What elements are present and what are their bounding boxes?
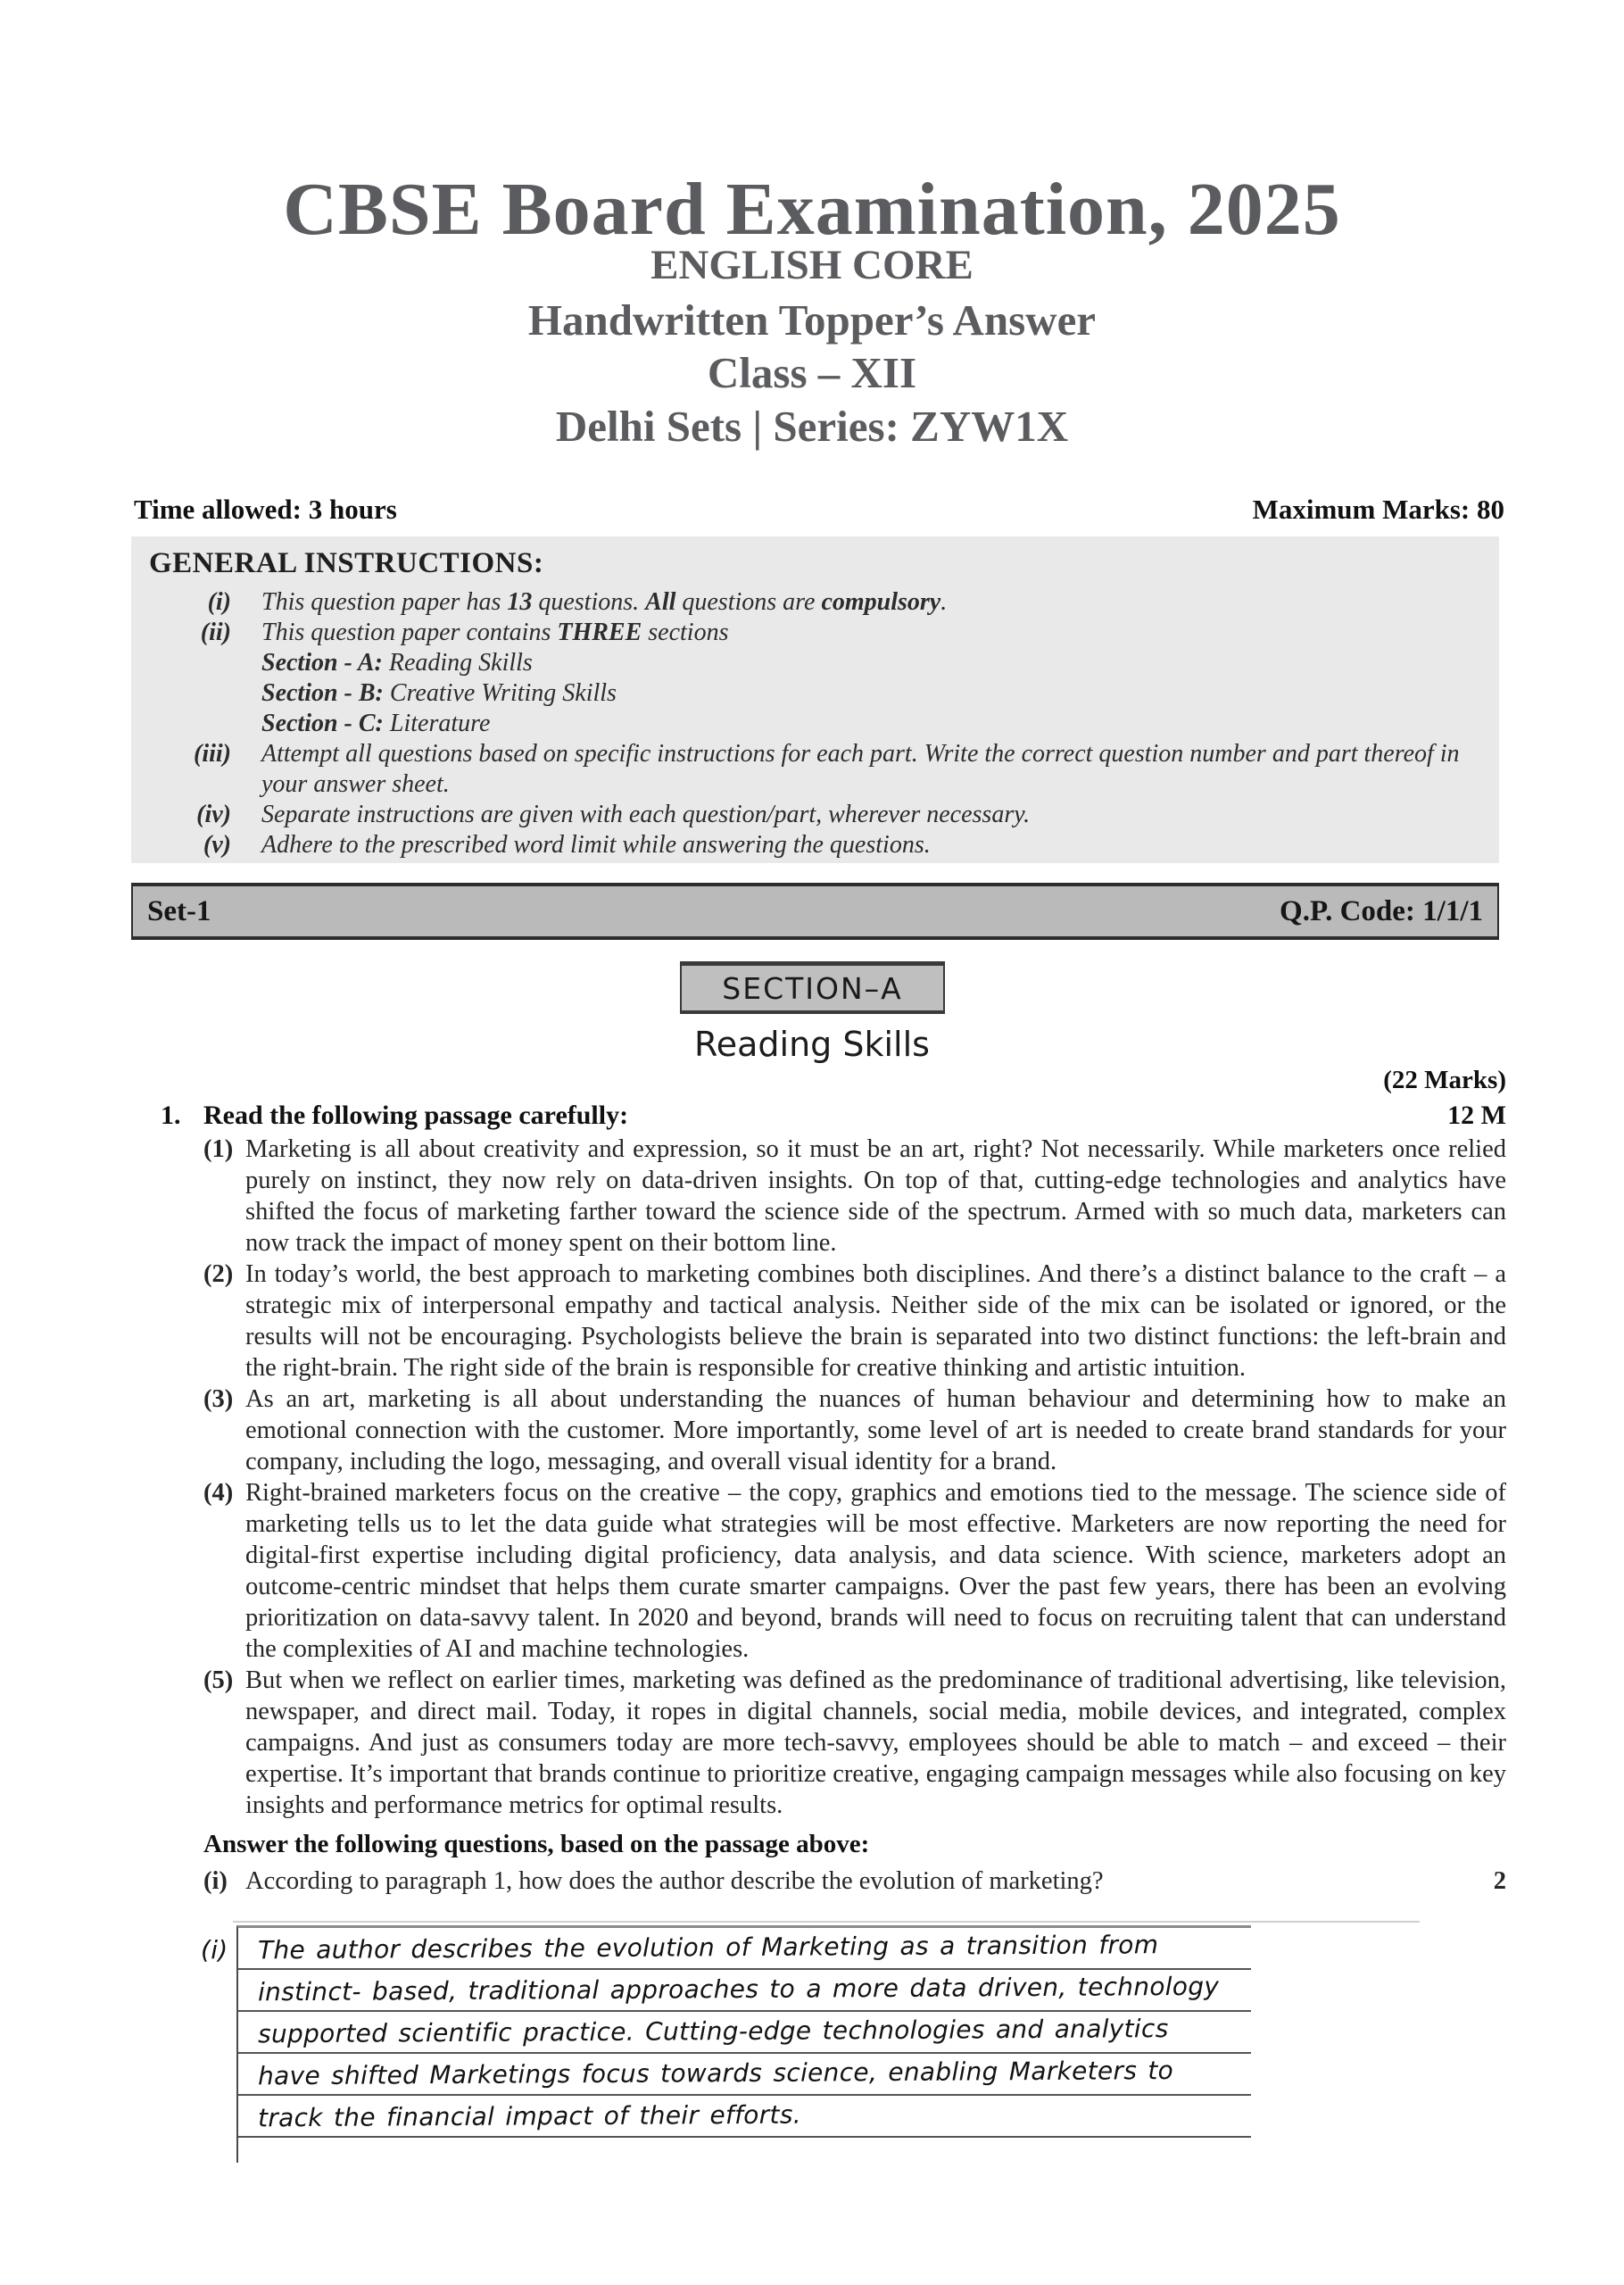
sub-question-text: According to paragraph 1, how does the author describe the evolution of marketing? <box>245 1867 1104 1895</box>
handwritten-lines <box>238 1928 1251 2138</box>
instruction-item-text: Section - C: Literature <box>261 710 491 737</box>
passage-paragraph <box>203 1665 1506 1821</box>
passage-paragraphs <box>203 1134 1506 1821</box>
passage-paragraph <box>203 1477 1506 1665</box>
handwritten-line <box>238 1970 1251 2012</box>
handwritten-line <box>238 1928 1251 1970</box>
time-allowed: Time allowed: 3 hours <box>134 494 397 525</box>
paragraph-text: Right-brained marketers focus on the creative – the copy, graphics and emotions tied to the message. The science side of marketing tells us to let the data guide what strategies will be most effective. Marketers are now reporting the need for digital-first expertise including digital proficiency, data analysis, and data science. With science, marketers adopt an outcome-centric mindset that helps them curate smarter campaigns. Over the past few years, there has been an evolving prioritization on data-savvy talent. In 2020 and beyond, brands will need to focus on recruiting talent that can understand the complexities of AI and machine technologies. <box>245 1479 1506 1663</box>
question-1-marks: 12 M <box>1447 1101 1506 1130</box>
handwritten-line-text: supported scientific practice. Cutting-edge technologies and analytics <box>257 2014 1169 2049</box>
instruction-item-label: (iv) <box>196 801 231 828</box>
instruction-item-text: This question paper contains THREE sections <box>261 619 729 646</box>
paragraph-number: (5) <box>203 1666 234 1694</box>
handwritten-line <box>238 2096 1251 2138</box>
paragraph-number: (2) <box>203 1260 234 1288</box>
sub-question-label: (i) <box>203 1867 228 1895</box>
sub-question-marks: 2 <box>1493 1867 1506 1895</box>
handwritten-line <box>238 2012 1251 2054</box>
set-label: Set-1 <box>147 894 211 927</box>
instruction-item <box>149 618 1481 648</box>
tagline: Handwritten Topper’s Answer <box>527 295 1097 345</box>
handwritten-line-text: instinct- based, traditional approaches to a more data driven, technology <box>257 1971 1220 2007</box>
instruction-item-text: Section - A: Reading Skills <box>261 649 533 677</box>
instruction-item-label <box>149 648 231 678</box>
section-a-label: SECTION–A <box>722 970 903 1006</box>
passage-paragraph <box>203 1134 1506 1259</box>
instruction-item-text: Adhere to the prescribed word limit while answering the questions. <box>261 831 931 859</box>
section-marks: (22 Marks) <box>1383 1066 1506 1094</box>
general-instructions-box <box>131 536 1499 863</box>
instructions-list <box>149 587 1481 860</box>
instruction-item-label <box>149 678 231 709</box>
instruction-item-label: (v) <box>203 831 231 859</box>
meta-row <box>134 494 1504 526</box>
instruction-item <box>149 800 1481 830</box>
handwritten-line-text: have shifted Marketings focus towards science, enabling Marketers to <box>257 2056 1174 2091</box>
answer-area-margin-tail <box>238 2138 1251 2163</box>
question-1-prompt: Read the following passage carefully: <box>203 1101 629 1130</box>
paragraph-number: (1) <box>203 1135 234 1163</box>
paragraph-number: (3) <box>203 1385 234 1413</box>
instruction-item-text: This question paper has 13 questions. All questions are compulsory. <box>261 588 948 616</box>
maximum-marks: Maximum Marks: 80 <box>1252 494 1504 525</box>
question-1-header <box>161 1101 1506 1131</box>
set-bar <box>131 883 1499 940</box>
instruction-item <box>149 739 1481 800</box>
instruction-item-text: Attempt all questions based on specific instructions for each part. Write the correct question number and part thereof in your answer sheet. <box>261 740 1460 798</box>
paragraph-text: As an art, marketing is all about understanding the nuances of human behaviour and determining how to make an emotional connection with the customer. More importantly, some level of art is needed to create brand standards for your company, including the logo, messaging, and overall visual identity for a brand. <box>245 1385 1506 1475</box>
question-1-number: 1. <box>161 1101 181 1130</box>
instruction-item-text: Separate instructions are given with each question/part, wherever necessary. <box>261 801 1031 828</box>
instruction-item-text: Section - B: Creative Writing Skills <box>261 679 617 707</box>
handwritten-answer-area <box>201 1925 1251 2163</box>
paragraph-text: But when we reflect on earlier times, marketing was defined as the predominance of traditional advertising, like television, newspaper, and direct mail. Today, it ropes in digital channels, social media, mobile devices, and integrated, complex campaigns. And just as consumers today are more tech-savvy, employees should be able to match – and exceed – their expertise. It’s important that brands continue to prioritize creative, engaging campaign messages while also focusing on key insights and performance metrics for optimal results. <box>245 1666 1506 1819</box>
paragraph-text: Marketing is all about creativity and expression, so it must be an art, right? Not necessarily. While marketers once relied purely on instinct, they now rely on data-driven insights. On top of that, cutting-edge technologies and analytics have shifted the focus of marketing farther toward the science side of the spectrum. Armed with so much data, marketers can now track the impact of money spent on their bottom line. <box>245 1135 1506 1257</box>
paragraph-text: In today’s world, the best approach to marketing combines both disciplines. And there’s a distinct balance to the craft – a strategic mix of interpersonal empathy and tactical analysis. Neither side of the mix can be isolated or ignored, or the results will not be encouraging. Psychologists believe the brain is separated into two distinct functions: the left-brain and the right-brain. The right side of the brain is responsible for creative thinking and artistic intuition. <box>245 1260 1506 1382</box>
sub-question-i <box>203 1865 1506 1897</box>
passage-paragraph <box>203 1383 1506 1477</box>
instruction-item-label <box>149 709 231 739</box>
handwritten-line <box>238 2054 1251 2096</box>
instructions-heading: GENERAL INSTRUCTIONS: <box>149 547 544 579</box>
subject-title: ENGLISH CORE <box>650 242 974 288</box>
section-skill-title: Reading Skills <box>694 1025 930 1064</box>
instruction-item-label: (i) <box>207 588 231 616</box>
qp-code: Q.P. Code: 1/1/1 <box>1280 894 1483 927</box>
section-a-box <box>680 961 945 1014</box>
paragraph-number: (4) <box>203 1479 234 1507</box>
answer-intro: Answer the following questions, based on the passage above: <box>203 1830 870 1858</box>
reading-passage <box>203 1134 1506 1897</box>
class-line: Class – XII <box>707 348 917 397</box>
instruction-item <box>149 709 1481 739</box>
instruction-item <box>149 678 1481 709</box>
series-line: Delhi Sets | Series: ZYW1X <box>555 402 1069 451</box>
instruction-item <box>149 587 1481 618</box>
handwritten-answer-label: (i) <box>201 1935 228 1965</box>
handwritten-line-text: track the financial impact of their efforts. <box>257 2099 801 2133</box>
instruction-item <box>149 648 1481 678</box>
instruction-item <box>149 830 1481 860</box>
instruction-item-label: (iii) <box>194 740 231 768</box>
page-title: CBSE Board Examination, 2025 <box>283 168 1341 251</box>
passage-paragraph <box>203 1259 1506 1383</box>
handwritten-line-text: The author describes the evolution of Marketing as a transition from <box>257 1930 1159 1965</box>
instruction-item-label: (ii) <box>200 619 231 646</box>
